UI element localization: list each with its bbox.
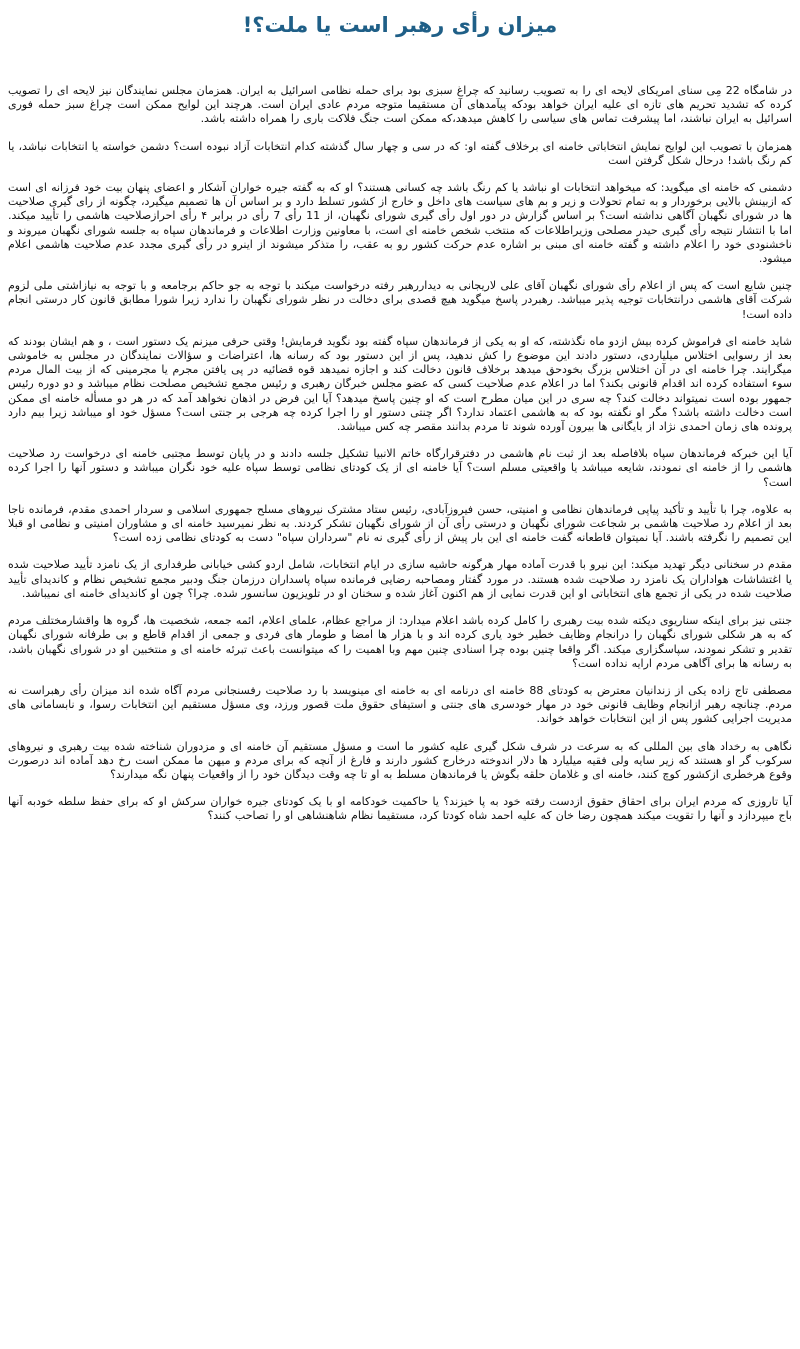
article-paragraph: جنتی نیز برای اینکه سناریوی دیکته شده بیت رهبری را کامل کرده باشد اعلام میدارد: از مراجع عظام، علمای اعلام، ائمه جمعه، شخصیت ها، گروه ها واقشارمختلف مردم که به هر شکلی شورای نگهبان را درانجام وظایف خطیر خود یاری کرده اند و با هزار ها امضا و طومار های فردی و جمعی از اقدام قاطع و بی طرفانه شورای نگهبان تقدیر و تشکر نمودند، سپاسگزاری میکند. اگر واقعا چنین بوده چرا اسنادی چنین مهم وبا اهمیت را که میتوانست باعث تبرئه خامنه ای و منتخبین او در شورای نگهبان باشد، به رسانه ها برای آگاهی مردم ارایه نداده است؟	[8, 614, 792, 670]
article-paragraph: آیا این خبرکه فرماندهان سپاه بلافاصله بعد از ثبت نام هاشمی در دفترقرارگاه خاتم الانبیا تشکیل جلسه دادند و در پایان توسط مجتبی خامنه ای درخواست رد صلاحیت هاشمی را از خامنه ای نمودند، شایعه میباشد یا واقعیتی مسلم است؟ آیا خامنه ای از یک کودتای نظامی توسط سپاه علیه خود نگران میباشد و دستور آنها را اجرا کرده است؟	[8, 447, 792, 489]
article-paragraph: دشمنی که خامنه ای میگوید: که میخواهد انتخابات او نباشد یا کم رنگ باشد چه کسانی هستند؟ او که به گفته جیره خواران آشکار و اعضای پنهان بیت خود فرزانه ای است که ازبینش بالایی برخوردار و به تمام تحولات و زیر و بم های سیاست های داخل و خارج از کشور تسلط دارد و بر اساس آن ها تصمیم میگیرد، چگونه از رای گیری صلاحیت ها در شورای نگهبان آگاهی نداشته است؟ بر اساس گزارش در دور اول رأی گیری شورای نگهبان، از 11 رأی 7 رأی در برابر ۴ رأی احرازصلاحیت هاشمی را تأیید میکند. اما با انتشار نتیجه رأی گیری حیدر مصلحی وزیراطلاعات که منتخب شخص خامنه ای است، با معاونین وزارت اطلاعات و فرماندهان سپاه به جلسه شورای نگهبان میروند و ناخشنودی خود را اعلام داشته و گفته خامنه ای مبنی بر اشاره عدم حرکت کشور رو به عقب، را متذکر میشوند از اینرو در رأی گیری مجدد عدم صلاحیت هاشمی اعلام میشود.	[8, 181, 792, 266]
article-title: میزان رأی رهبر است یا ملت؟!	[242, 13, 558, 37]
article-paragraph: شاید خامنه ای فراموش کرده بیش ازدو ماه نگذشته، که او به یکی از فرماندهان سپاه گفته بود نگوید فرمایش! وقتی حرفی میزنم یک دستور است ، و هم ایشان بودند که بعد از رسوایی اختلاس میلیاردی، دستور دادند این موضوع را کش ندهید، پس از این دستور بود که رسانه ها، اعتراضات و سؤالات نمایندگان در مجلس به خاموشی میگرایند. چرا خامنه ای در آن اختلاس بزرگ بخودحق میدهد برخلاف قانون دخالت کند و اجازه نمیدهد قوه قضائیه در پی یافتن مجرم یا مجرمینی که از بیت المال مردم سوء استفاده کرده اند اقدام قانونی بکند؟ اما در اعلام عدم صلاحیت کسی که عضو مجلس خبرگان رهبری و رئیس مجمع تشخیص مصلحت نظام میباشد و دو دوره رئیس جمهور بوده است نمیتواند دخالت کند؟ چه سری در این میان مطرح است که او چنین پاسخ میدهد؟ آیا این فرض در اذهان نخواهد آمد که در هر دو مسأله خامنه ای ممکن است دخالت داشته باشد؟ مگر او نگفته بود که به هاشمی اعتماد ندارد؟ اگر چنتی دستور او را اجرا کرده چه هرجی بر جنتی است؟ مسؤل خود او میباشد زیرا بیم دارد پرونده های زمان احمدی نژاد از بایگانی ها بیرون آورده شوند تا مردم بدانند مقصر چه کس میباشد.	[8, 334, 792, 434]
article-paragraph: در شامگاه 22 مِی سنای امریکای لایحه ای را به تصویب رسانید که چراغ سبزی بود برای حمله نظامی اسرائیل به ایران. همزمان مجلس نمایندگان نیز لایحه ای را تصویب کرده که تشدید تحریم های تازه ای علیه ایران خواهد بودکه پیآمدهای آن مستقیما متوجه مردم عادی ایران است. هرچند این لوایح ممکن است چراغ سبز حمله فوری اسرائیل به ایران نباشند، اما پیشرفت تماس های سیاسی را کاهش میدهد،که ممکن است جنگ فلاکت باری را همراه داشته باشد.	[8, 84, 792, 126]
article-paragraph: مقدم در سخنانی دیگر تهدید میکند: این نیرو با قدرت آماده مهار هرگونه حاشیه سازی در ایام انتخابات، شامل اردو کشی خیابانی طرفداری از یک نامزد تأیید صلاحیت شده یا اغتشاشات هواداران یک نامزد رد صلاحیت شده هستند. در مورد گفتار ومصاحبه رضایی فرمانده سپاه پاسداران درزمان جنگ ودبیر مجمع تشخیص نظام و کاندیدای تأیید صلاحیت شده در یکی از تجمع های انتخاباتی او این قدرت نمایی از هم اکنون آغاز شده و سخنان او در تلویزیون سانسور شده. چرا؟ چون او کاندیدای خامنه ای نمیباشد.	[8, 558, 792, 600]
article-paragraph: به علاوه، چرا با تأیید و تأکید پیاپی فرماندهان نظامی و امنیتی، حسن فیروزآبادی، رئیس ستاد مشترک نیروهای مسلح جمهوری اسلامی و سردار احمدی مقدم، فرمانده ناجا بعد از اعلام رد صلاحیت هاشمی بر شجاعت شورای نگهبان و درستی رأی آن از شورای نگهبان تشکر کردند. به نظر نمیرسید خامنه ای و مشاوران امنیتی و نظامی او قبلا این تصمیم را نگرفته باشند. آیا نمیتوان قاطعانه گفت خامنه ای این بار پیش از رأی گیری نه نام "سرداران سپاه" دست به کودتای نظامی زده است؟	[8, 502, 792, 545]
title-spacer	[8, 44, 792, 84]
article-paragraph: نگاهی به رخداد های بین المللی که به سرعت در شرف شکل گیری علیه کشور ما است و مسؤل مستقیم آن خامنه ای و مزدوران شناخته شده بیت رهبری و نیروهای سرکوب گر او هستند که زیر سایه ولی فقیه میلیارد ها دلار اندوخته درخارج کشور دارند و فارغ از آنچه که برای مردم و میهن ما ممکن است رخ دهد آماده اند درصورت وقوع هرخطری ازکشور کوچ کنند، خامنه ای و غلامان حلقه بگوش یا فرماندهان مسلط به او تا چه وقت دیدگان خود را از واقعیات پنهان نگه میدارند؟	[8, 739, 792, 781]
article-body	[8, 84, 792, 824]
article-paragraph: همزمان با تصویب این لوایح نمایش انتخاباتی خامنه ای برخلاف گفته او: که در سی و چهار سال گذشته کدام انتخابات آزاد نبوده است؟ دشمن خواسته یا انتخابات نباشد، یا کم رنگ باشد! درحال شکل گرفتن است	[8, 139, 792, 167]
article-paragraph: چنین شایع است که پس از اعلام رأی شورای نگهبان آقای علی لاریجانی به دیداررهبر رفته درخواست میکند با توجه به جو حاکم برجامعه و با توجه به نیازاشتی ملی لزوم شرکت آقای هاشمی درانتخابات توجیه پذیر میباشد. رهبردر پاسخ میگوید هیچ قصدی برای دخالت در نظر شورای نگهبان را ندارد زیرا شورا مطابق قانون کار درستی انجام داده است!	[8, 279, 792, 321]
article-paragraph: مصطفی تاج زاده یکی از زندانیان معترض به کودتای 88 خامنه ای درنامه ای به خامنه ای مینویسد با رد صلاحیت رفسنجانی مردم آگاه شده اند میزان رأی رهبراست نه مردم. چنانچه رهبر ازانجام وظایف قانونی خود در مهار خودسری های جنتی و استیفای حقوق ملت قصور ورزد، وی مسؤل مستقیم این انتخابات رسوا، و نابسامانی های مدیریت اجرایی کشور پس از این انتخابات خواهد خواند.	[8, 683, 793, 726]
article-paragraph: آیا تاروزی که مردم ایران برای احقاق حقوق ازدست رفته خود به پا خیزند؟ یا حاکمیت خودکامه او با یک کودتای جیره خواران سرکش او که برای حفظ سلطه خودبه آنها باج میپردازد و آنها را تقویت میکند همچون رضا خان که علیه احمد شاه کودتا کرد، مستقیما نظام شاهنشاهی او را تصاحب کنند؟	[8, 795, 792, 823]
